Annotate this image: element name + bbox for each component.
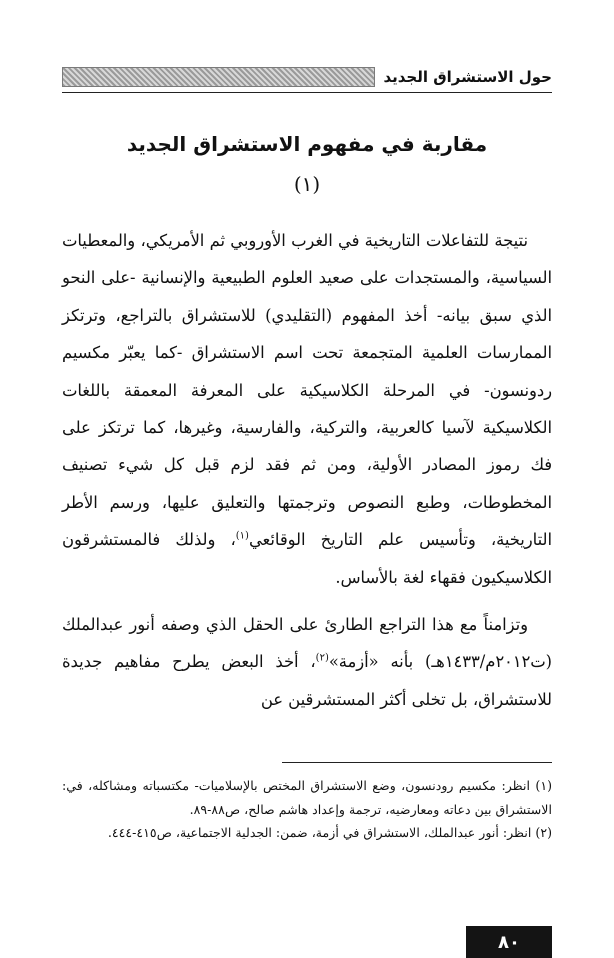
running-header — [62, 66, 552, 88]
paragraph-text: وتزامناً مع هذا التراجع الطارئ على الحقل الذي وصفه أنور عبدالملك (ت٢٠١٢م/١٤٣٣هـ) بأنه «أزمة» — [62, 615, 552, 672]
footnote-reference[interactable]: (١) — [235, 530, 249, 542]
page-number: ٨٠ — [466, 926, 552, 958]
footnote: (١) انظر: مكسيم رودنسون، وضع الاستشراق المختص بالإسلاميات- مكتسباته ومشاكله، في: الاستشراق بين دعاته ومعارضيه، ترجمة وإعداد هاشم صالح، ص٨٨-٨٩. — [62, 778, 552, 817]
paragraph-text-tail: ، ولذلك فالمستشرقون الكلاسيكيون فقهاء لغة بالأساس. — [62, 530, 552, 587]
paragraph-text-tail: ، أخذ البعض يطرح مفاهيم جديدة للاستشراق، بل تخلى أكثر المستشرقين عن — [62, 652, 552, 709]
body-text — [62, 222, 552, 718]
footnote-reference[interactable]: (٢) — [315, 653, 329, 665]
header-pattern-bar — [62, 67, 375, 87]
header-divider — [62, 92, 552, 93]
footnote-divider — [282, 762, 552, 763]
section-number: (١) — [293, 172, 321, 196]
footnote: (٢) انظر: أنور عبدالملك، الاستشراق في أزمة، ضمن: الجدلية الاجتماعية، ص٤١٥-٤٤٤. — [107, 825, 552, 840]
section-title: مقاربة في مفهوم الاستشراق الجديد — [126, 132, 488, 156]
paragraph-text: نتيجة للتفاعلات التاريخية في الغرب الأوروبي ثم الأمريكي، والمعطيات السياسية، والمستجدات على صعيد العلوم الطبيعية والإنسانية -على النحو الذي سبق بيانه- أخذ المفهوم (التقليدي) للاستشراق بالتراجع، وترتكز الممارسات العلمية المتجمعة تحت اسم الاستشراق -كما يعبّر مكسيم ردونسون- في المرحلة الكلاسيكية على المعرفة المعمقة باللغات الكلاسيكية لآسيا كالعربية، والتركية، والفارسية، وغيرها، كما ترتكز على فك رموز المصادر الأولية، ومن ثم فقد لزم قبل كل شيء تصنيف المخطوطات، وطبع النصوص وترجمتها والتعليق عليها، ورسم الأطر التاريخية، وتأسيس علم التاريخ الوقائعي — [62, 231, 552, 550]
footnotes — [62, 774, 552, 845]
paragraph — [62, 606, 552, 718]
paragraph — [62, 222, 552, 596]
running-header-title: حول الاستشراق الجديد — [383, 68, 552, 86]
